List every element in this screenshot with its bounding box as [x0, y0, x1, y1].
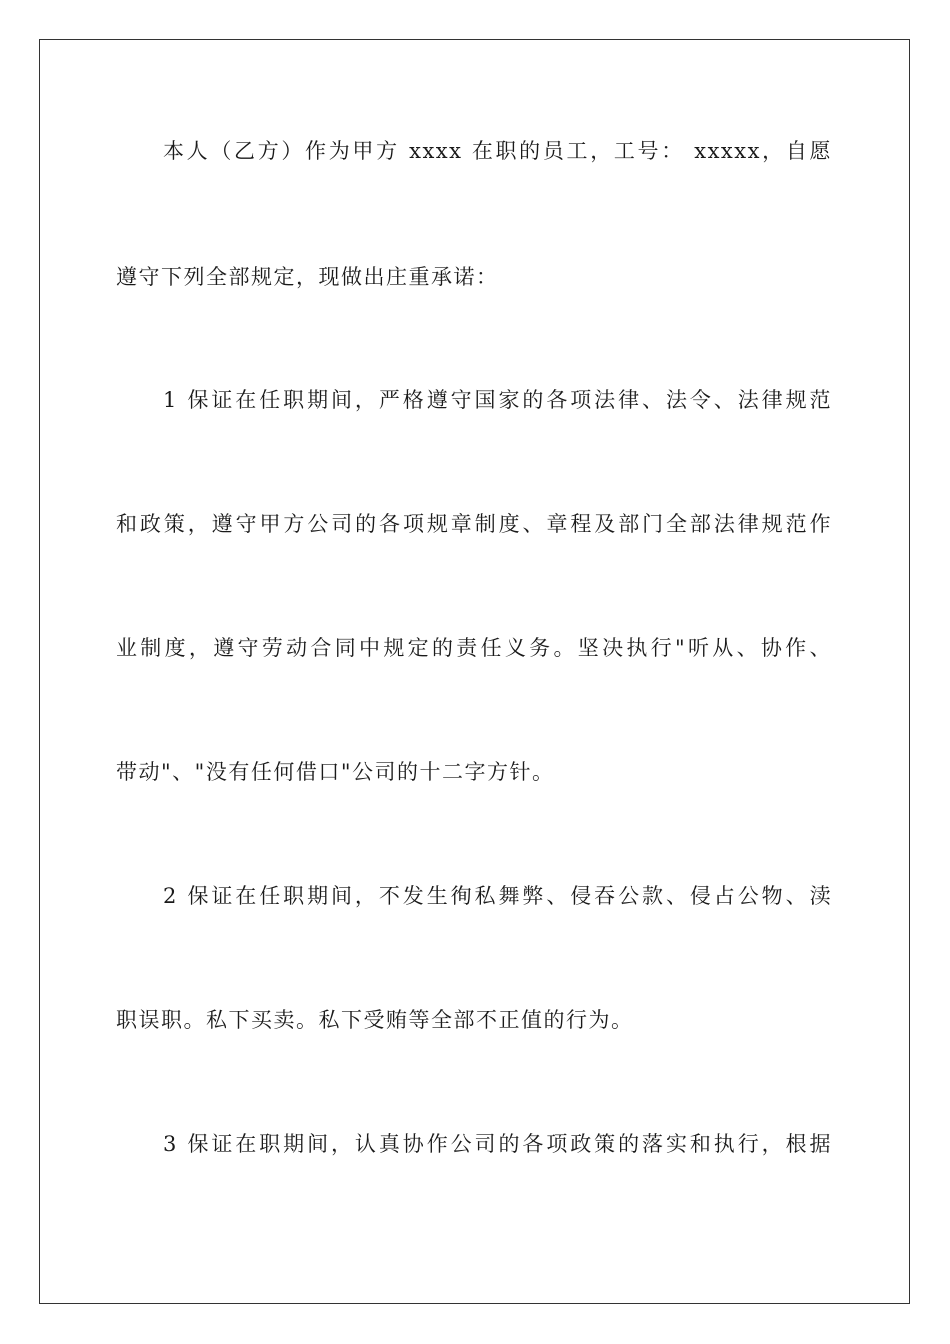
page-border — [39, 39, 910, 1304]
paragraph-2-line-3: 业制度，遵守劳动合同中规定的责任义务。坚决执行"听从、协作、 — [116, 636, 832, 660]
paragraph-3-line-2: 职误职。私下买卖。私下受贿等全部不正值的行为。 — [116, 1008, 634, 1032]
paragraph-2-line-2: 和政策，遵守甲方公司的各项规章制度、章程及部门全部法律规范作 — [116, 512, 832, 536]
paragraph-3-line-1: 2 保证在任职期间，不发生徇私舞弊、侵吞公款、侵占公物、渎 — [163, 884, 832, 908]
paragraph-4-line-1: 3 保证在职期间，认真协作公司的各项政策的落实和执行，根据 — [163, 1132, 832, 1156]
paragraph-1-line-1: 本人（乙方）作为甲方 xxxx 在职的员工，工号： xxxxx，自愿 — [163, 139, 832, 163]
paragraph-1-line-2: 遵守下列全部规定，现做出庄重承诺： — [116, 265, 499, 289]
paragraph-2-line-1: 1 保证在任职期间，严格遵守国家的各项法律、法令、法律规范 — [163, 388, 832, 412]
paragraph-2-line-4: 带动"、"没有任何借口"公司的十二字方针。 — [116, 760, 555, 784]
